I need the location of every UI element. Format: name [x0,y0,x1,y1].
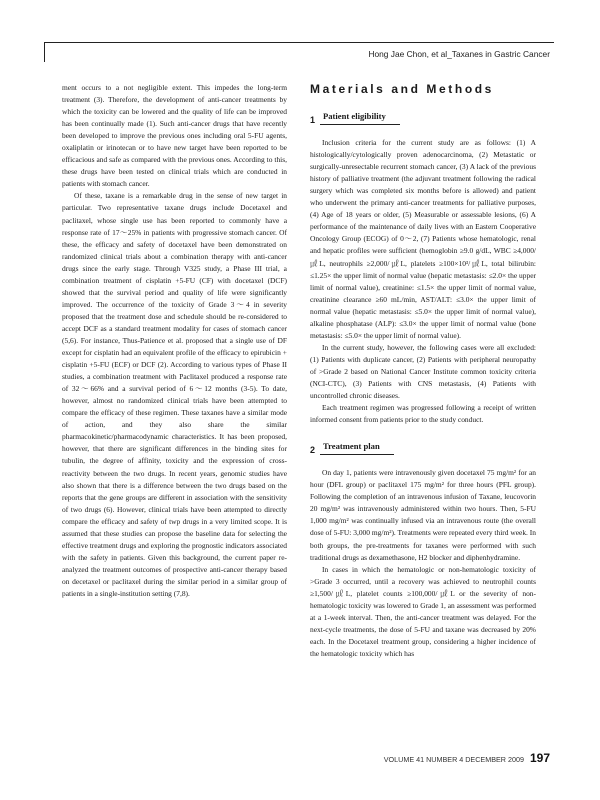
body-paragraph: ment occurs to a not negligible extent. This impedes the long-term treatment (3). Therefore, the development of anti-cancer treatments by which the toxicity can be lowered and the quality of life can be improved has been continually made (1). Such anti-cancer drugs that have recently been developed to improve the previous ones including oral 5-FU agents, oxaliplatin or irinotecan or to have new target have been reported to be efficacious and safe as compared with the previous ones. According to this, these drugs have been tested on clinical trials which are conducted in patients with stomach cancer. [62,83,287,189]
body-paragraph: Each treatment regimen was progressed following a receipt of written informed consent from patients prior to the study conduct. [310,403,536,425]
header-corner-rule [44,42,45,62]
running-head: Hong Jae Chon, et al_Taxanes in Gastric Cancer [368,49,550,59]
header-rule [44,42,554,43]
subsection-heading [310,110,536,125]
page-number: 197 [529,751,550,765]
section-title: Materials and Methods [310,82,494,96]
body-paragraph: In the current study, however, the following cases were all excluded: (1) Patients with duplicate cancer, (2) Patients with peripheral neuropathy of >Grade 2 based on National Cancer Institute common toxicity criteria (NCI-CTC), (3) Patients with CNS metastasis, (4) Patients with uncontrolled chronic diseases. [310,342,536,401]
subsection-title: Patient eligibility [320,110,400,125]
journal-info: VOLUME 41 NUMBER 4 DECEMBER 2009 [383,755,524,764]
subsection-title: Treatment plan [320,440,394,455]
body-paragraph: In cases in which the hematologic or non-hematologic toxicity of >Grade 3 occurred, until a recovery was achieved to neutrophil counts ≥1,500/㎕L, platelet counts ≥100,000/㎕L or the severity of non-hematologic toxicity was lowered to Grade 1, an assessment was performed at a 1-week interval. Then, the anti-cancer treatment was delayed. For the next-cycle treatments, the dose of 5-FU and taxane was decreased by 20% each. In the Docetaxel treatment group, considering a higher incidence of the hematologic toxicity which has [310,564,536,658]
body-paragraph: On day 1, patients were intravenously given docetaxel 75 mg/m² for an hour (DFL group) or paclitaxel 175 mg/m² for three hours (PFL group). Following the completion of an intravenous infusion of Taxane, leucovorin 20 mg/m² was intravenously administered within two hours. Then, 5-FU 1,000 mg/m² was continually infused via an intravenous route (the overall dose of 5-FU: 3,000 mg/m²). Treatments were repeated every third week. In both groups, the pre-treatments for taxanes were performed with such traditional drugs as dexamethasone, H2 blocker and diphenhydramine. [310,468,536,562]
subsection-number: 1 [310,115,316,126]
body-paragraph: Of these, taxane is a remarkable drug in the sense of new target in particular. Two representative taxane drugs include Docetaxel and paclitaxel, whose single use has been reported to commonly have a response rate of 17～25% in patients with progressive stomach cancer. Of these, the efficacy and safety of docetaxel have been demonstrated on randomized clinical trials about a combination therapy with anti-cancer drugs since the early stage. Through V325 study, a Phase III trial, a combination treatment of cisplatin +5-FU (CF) with docetaxel (DCF) showed that the survival period and quality of life were significantly improved. The occurrence of the toxicity of Grade 3～4 in severity proposed that the treatment dose and schedule should be re-considered to accept DCF as a standard treatment modality for cases of stomach cancer (5,6). For instance, Thus-Patience et al. proposed that a single use of DF except for cisplatin had an equivalent profile of the efficacy to epirubicin + cisplatin +5-FU (ECF) or DCF (2). According to various types of Phase II studies, a combination treatment with Paclitaxel produced a response rate of 32～66% and a survival period of 6～12 months (3-5). To date, however, almost no randomized clinical trials have been attempted to compare the efficacy of these regimen. These taxanes have a similar mode of action, and they also share the similar pharmacokinetic/pharmacodynamic characteristics. It has been proposed, however, that there are significant differences in the binding sites for tubulin, the degree of affinity, toxicity and the expression of cross-reactivity between the two drugs. In recent years, genomic studies have also shown that there is a difference between the two drugs based on the reports that the gene groups are different in association with the sensitivity of two drugs (6). However, clinical trials have been attempted to directly compare the efficacy and safety of twp drugs in a very limited scope. It is assumed that these studies can propose the baseline data for selecting the effective treatment drugs and exploring the prognostic indicators associated with the safety in patients. Given this background, the current paper re-analyzed the treatment outcomes of prospective anti-cancer therapy based on decetaxel or paclitaxel during the similar period in a similar group of patients in a single-institution setting (7,8). [62,191,287,598]
body-paragraph: Inclusion criteria for the current study are as follows: (1) A histologically/cytologically proven adenocarcinoma, (2) Metastatic or surgically-unresectable recurrent stomach cancer, (3) A lack of the previous history of palliative treatment (the adjuvant treatment following the radical surgery which was completed six months before is allowed) and patient who underwent the primary anti-cancer treatments for palliative purposes, (4) Age of 18 years or older, (5) Measurable or assessable lesions, (6) A performance of the maintenance of daily lives with an Eastern Cooperative Oncology Group (ECOG) of 0～2, (7) Patients whose hematologic, renal and hepatic profiles were sufficient (hemoglobin ≥9.0 g/dL, WBC ≥4,000/㎕L, neutrophils ≥2,000/㎕L, platelets ≥100×10³/㎕L, total bilirubin: ≤1.25× the upper limit of normal value (hepatic metastasis: ≤2.0× the upper limit of normal value), creatinine: ≤1.5× the upper limit of normal value, creatinine clearance ≥60 mL/min, AST/ALT: ≤3.0× the upper limit of normal value (hepatic metastasis: ≤5.0× the upper limit of normal value), alkaline phosphatase (ALP): ≤3.0× the upper limit of normal value (bone metastasis: ≤5.0× the upper limit of normal value). [310,138,536,340]
page-footer [384,751,550,765]
right-column [310,82,536,660]
subsection-heading [310,440,536,455]
subsection-number: 2 [310,445,316,456]
left-column [62,82,287,600]
